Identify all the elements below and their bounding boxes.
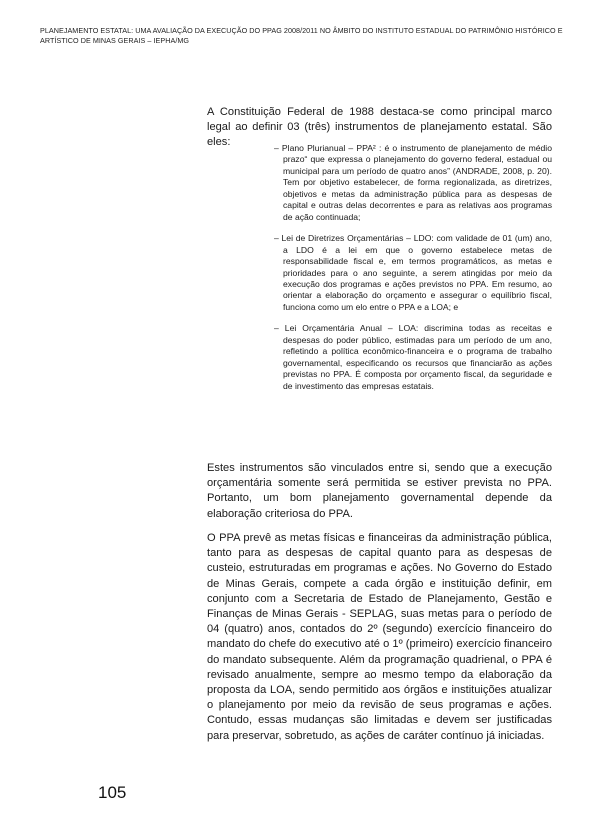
page-number: 105 [98, 783, 127, 802]
instruments-list [274, 143, 552, 402]
body-paragraph-2: O PPA prevê as metas físicas e financeiras da administração pública, tanto para as despesas de capital quanto para as despesas de custeio, estruturadas em programas e ações. No Governo do Estado de Minas Gerais, compete a cada órgão e instituição definir, em conjunto com a Secretaria de Estado de Planejamento, Gestão e Finanças de Minas Gerais - SEPLAG, suas metas para o período de 04 (quatro) anos, contados do 2º (segundo) exercício financeiro do mandato do chefe do executivo até o 1º (primeiro) exercício financeiro do mandato subsequente. Além da programação quadrienal, o PPA é revisado anualmente, sempre ao mesmo tempo da elaboração da proposta da LOA, sendo permitido aos órgãos e instituições atualizar o planejamento por meio da revisão de seus programas e ações. Contudo, essas mudanças são limitadas e devem ser justificadas para preservar, sobretudo, as ações de caráter contínuo já iniciadas. [207, 532, 552, 742]
intro-paragraph: A Constituição Federal de 1988 destaca-se como principal marco legal ao definir 03 (três) instrumentos de planejamento estatal. São eles: [207, 106, 552, 149]
body-paragraph-1: Estes instrumentos são vinculados entre si, sendo que a execução orçamentária somente será permitida se estiver prevista no PPA. Portanto, um bom planejamento governamental depende da elaboração criteriosa do PPA. [207, 462, 552, 520]
list-item-loa: – Lei Orçamentária Anual – LOA: discrimina todas as receitas e despesas do poder público, estimadas para um período de um ano, refletindo a política econômico-financeira e o programa de trabalho governamental, especificando os recursos que financiarão as ações previstas no PPA. É composta por orçamento fiscal, da seguridade e de investimento das empresas estatais. [274, 323, 552, 391]
list-item-ldo: – Lei de Diretrizes Orçamentárias – LDO: com validade de 01 (um) ano, a LDO é a lei em que o governo estabelece metas de responsabilidade fiscal e, em termos programáticos, as metas e prioridades para o ano seguinte, a serem atingidas por meio da execução dos programas e ações previstos no PPA. Em resumo, ao orientar a elaboração do orçamento e assegurar o equilíbrio fiscal, funciona como um elo entre o PPA e a LOA; e [274, 233, 552, 312]
running-header: PLANEJAMENTO ESTATAL: UMA AVALIAÇÃO DA EXECUÇÃO DO PPAG 2008/2011 NO ÂMBITO DO INSTITUTO ESTADUAL DO PATRIMÔNIO HISTÓRICO E ARTÍSTICO DE MINAS GERAIS – IEPHA/MG [40, 26, 563, 45]
list-item-ppa: – Plano Plurianual – PPA² : é o instrumento de planejamento de médio prazo“ que expressa o planejamento do governo federal, estadual ou municipal para um período de quatro anos” (ANDRADE, 2008, p. 20). Tem por objetivo estabelecer, de forma regionalizada, as diretrizes, objetivos e metas da administração pública para as despesas de capital e outras delas decorrentes e para as relativas aos programas de ação continuada; [274, 143, 552, 222]
